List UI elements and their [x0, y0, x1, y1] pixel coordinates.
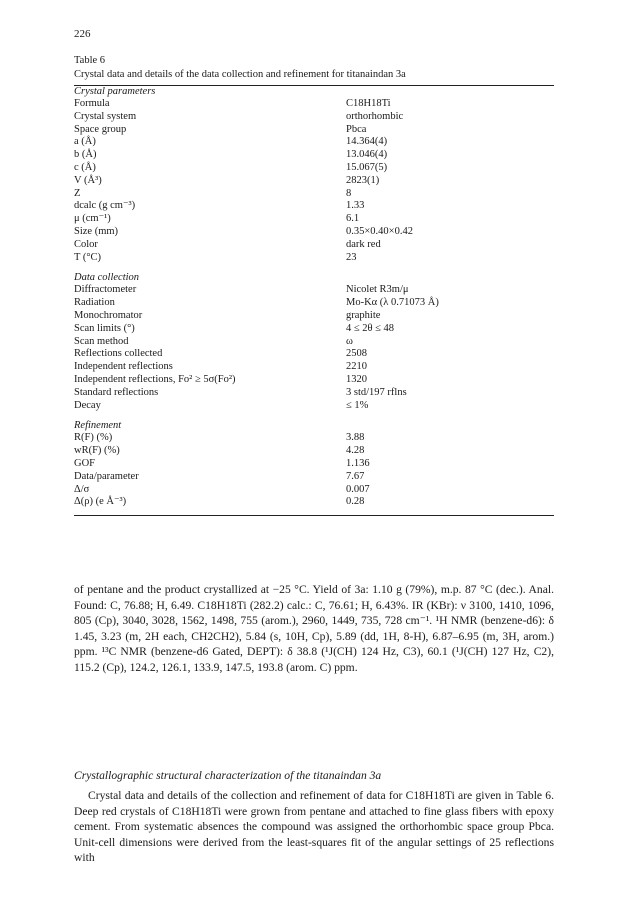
row-label: T (°C) — [74, 251, 102, 263]
table-row — [74, 496, 554, 509]
row-value: graphite — [346, 309, 381, 321]
row-value: 0.35×0.40×0.42 — [346, 225, 413, 237]
row-label: GOF — [74, 457, 96, 469]
row-label: c (Å) — [74, 161, 96, 173]
table-row — [74, 239, 554, 252]
table-row — [74, 284, 554, 297]
row-value: 1.33 — [346, 200, 365, 212]
row-value: 1320 — [346, 373, 367, 385]
row-value: ω — [346, 335, 353, 347]
row-label: Data/parameter — [74, 470, 139, 482]
table-row — [74, 175, 554, 188]
section-title: Data collection — [74, 272, 140, 284]
row-value: Nicolet R3m/μ — [346, 284, 409, 296]
row-label: Z — [74, 187, 81, 199]
table-row — [74, 348, 554, 361]
row-label: Independent reflections — [74, 361, 173, 373]
row-label: Reflections collected — [74, 348, 163, 360]
row-label: Color — [74, 238, 98, 250]
row-value: 3 std/197 rflns — [346, 386, 407, 398]
row-value: 7.67 — [346, 470, 365, 482]
row-value: 0.007 — [346, 483, 370, 495]
table-section — [74, 86, 554, 264]
row-value: 3.88 — [346, 432, 365, 444]
row-label: R(F) (%) — [74, 432, 113, 444]
table-row — [74, 162, 554, 175]
table-row — [74, 361, 554, 374]
row-value: 6.1 — [346, 213, 360, 225]
row-label: Independent reflections, Fo² ≥ 5σ(Fo²) — [74, 373, 236, 385]
table-row — [74, 213, 554, 226]
table-row — [74, 387, 554, 400]
row-label: V (Å³) — [74, 174, 102, 186]
table-row — [74, 310, 554, 323]
section-title: Refinement — [74, 420, 122, 432]
row-value: 13.046(4) — [346, 149, 388, 161]
table-section — [74, 272, 554, 412]
table-row — [74, 432, 554, 445]
row-label: Radiation — [74, 297, 115, 309]
section-title: Crystal parameters — [74, 86, 156, 97]
row-value: 4 ≤ 2θ ≤ 48 — [346, 322, 395, 334]
table-row — [74, 484, 554, 497]
row-label: Crystal system — [74, 110, 137, 122]
table-row — [74, 471, 554, 484]
row-label: Diffractometer — [74, 284, 137, 296]
row-label: Scan method — [74, 335, 129, 347]
table-row — [74, 149, 554, 162]
table-row — [74, 200, 554, 213]
table-row — [74, 400, 554, 413]
row-label: Formula — [74, 98, 110, 109]
row-label: Standard reflections — [74, 386, 159, 398]
table-row — [74, 111, 554, 124]
table-row — [74, 336, 554, 349]
row-label: μ (cm⁻¹) — [74, 213, 111, 225]
row-value: 4.28 — [346, 445, 365, 457]
row-label: b (Å) — [74, 149, 97, 161]
row-label: Decay — [74, 399, 101, 411]
row-label: dcalc (g cm⁻³) — [74, 200, 136, 212]
row-value: 8 — [346, 187, 352, 199]
row-label: wR(F) (%) — [74, 445, 120, 457]
row-value: 0.28 — [346, 496, 365, 508]
table-row — [74, 445, 554, 458]
table-row — [74, 124, 554, 137]
row-label: a (Å) — [74, 136, 96, 148]
table-section — [74, 420, 554, 509]
table-row — [74, 226, 554, 239]
row-label: Δ/σ — [74, 483, 90, 495]
row-value: C18H18Ti — [346, 98, 391, 109]
row-value: Mo-Kα (λ 0.71073 Å) — [346, 297, 439, 309]
row-value: 1.136 — [346, 457, 370, 469]
table-caption: Crystal data and details of the data collection and refinement for titanaindan 3a — [74, 69, 406, 80]
table-row — [74, 252, 554, 265]
paragraph-1: of pentane and the product crystallized at −25 °C. Yield of 3a: 1.10 g (79%), m.p. 87 °C (dec.). Anal. Found: C, 76.88; H, 6.49. C18H18Ti (282.2) calc.: C, 76.61; H, 6.43%. IR (KBr): ν 3100, 1410, 1096, 805 (Cp), 3040, 3028, 1562, 1498, 755 (arom.), 2960, 1449, 735, 728 cm⁻¹. ¹H NMR (benzene-d6): δ 1.45, 3.23 (m, 2H each, CH2CH2), 5.84 (s, 10H, Cp), 5.89 (dd, 1H, 8-H), 6.87–6.95 (m, 3H, arom.) ppm. ¹³C NMR (benzene-d6 Gated, DEPT): δ 38.8 (¹J(CH) 124 Hz, C3), 60.1 (¹J(CH) 127 Hz, C2), 115.2 (Cp), 124.2, 126.1, 133.9, 147.5, 193.8 (arom. C) ppm. — [74, 583, 554, 674]
row-value: 2508 — [346, 348, 367, 360]
table-row — [74, 374, 554, 387]
crystal-data-table — [74, 54, 554, 516]
row-label: Size (mm) — [74, 225, 119, 237]
table-bottom-rule — [74, 515, 554, 516]
table-row — [74, 188, 554, 201]
row-value: Pbca — [346, 123, 367, 135]
table-row — [74, 458, 554, 471]
row-value: 14.364(4) — [346, 136, 388, 148]
row-value: 23 — [346, 251, 357, 263]
page-number: 226 — [74, 28, 91, 40]
row-value: orthorhombic — [346, 110, 404, 122]
table-row — [74, 136, 554, 149]
table-label: Table 6 — [74, 55, 106, 66]
row-value: 2210 — [346, 361, 367, 373]
row-label: Space group — [74, 123, 127, 135]
experimental-paragraph — [74, 582, 554, 676]
table-row — [74, 297, 554, 310]
row-value: ≤ 1% — [346, 399, 369, 411]
row-label: Scan limits (°) — [74, 322, 135, 334]
table-row — [74, 98, 554, 111]
table-row — [74, 323, 554, 336]
paragraph-2: Crystal data and details of the collection and refinement of data for C18H18Ti are given in Table 6. Deep red crystals of C18H18Ti were grown from pentane and attached to fine glass fibers with epoxy cement. From systematic absences the compound was assigned the orthorhombic space group Pbca. Unit-cell dimensions were derived from the least-squares fit of the angular settings of 25 reflections with — [74, 789, 554, 865]
row-value: 15.067(5) — [346, 161, 388, 173]
table-body — [74, 86, 554, 509]
row-value: dark red — [346, 238, 381, 250]
section-heading: Crystallographic structural characterization of the titanaindan 3a — [74, 769, 382, 782]
row-label: Δ(ρ) (e Å⁻³) — [74, 496, 127, 508]
row-value: 2823(1) — [346, 174, 380, 186]
row-label: Monochromator — [74, 309, 143, 321]
